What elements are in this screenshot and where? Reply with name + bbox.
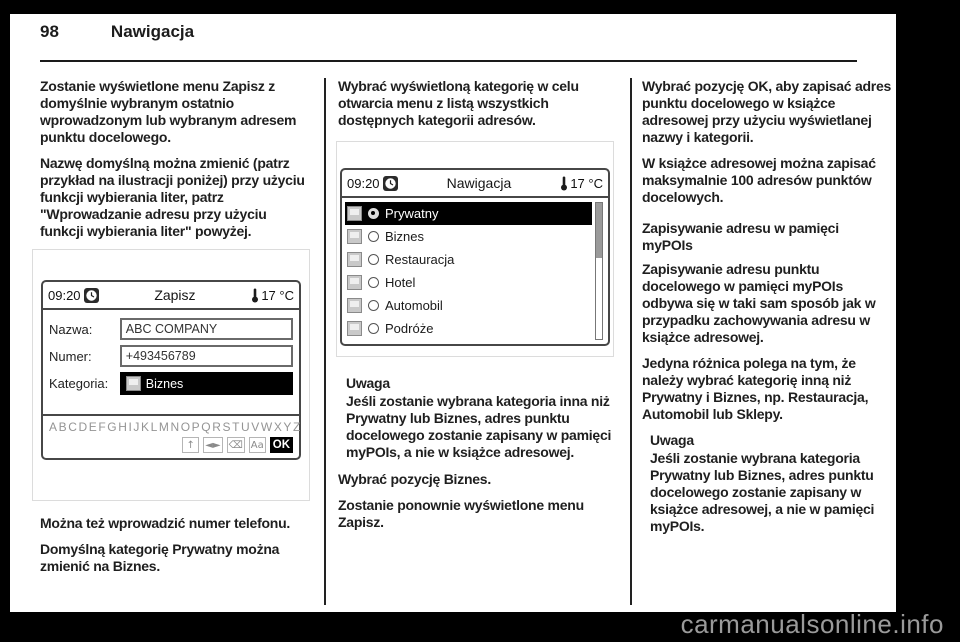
private-category-icon [347,206,362,221]
category-label: Automobil [385,298,443,313]
hotel-category-icon [347,275,362,290]
categories-screen-figure [336,141,614,357]
column-2 [338,78,612,540]
travel-category-icon [347,321,362,336]
note-block [346,375,612,461]
category-field-row [49,372,293,395]
thermometer-icon [251,288,259,303]
paragraph: Wybrać pozycję OK, aby zapisać adres punktu docelowego w książce adresowej przy użyciu wyświetlanej nazwy i kategorii. [642,78,892,145]
column-1 [40,78,308,584]
paragraph: Jedyna różnica polega na tym, że należy wybrać kategorię inną niż Prywatny i Biznes, np. Restauracja, Automobil lub Sklepy. [642,355,869,422]
time-value: 09:20 [48,287,81,303]
category-field-label: Kategoria: [49,376,109,391]
note-title: Uwaga [346,375,390,391]
temperature-group [560,176,603,191]
business-category-icon [126,376,141,391]
save-screen-header [43,282,299,310]
name-field-row [49,318,293,340]
paragraph: Wybrać pozycję Biznes. [338,471,491,487]
radio-selected-icon [368,208,379,219]
radio-icon [368,300,379,311]
paragraph: Nazwę domyślną można zmienić (patrz przykład na ilustracji poniżej) przy użyciu funkcji wybierania liter, patrz "Wprowadzanie adresu przy użyciu funkcji wybierania liter" powyżej. [40,155,305,239]
save-form [43,310,299,414]
thermometer-icon [560,176,568,191]
letter-row[interactable]: ABCDEFGHIJKLMNOPQRSTUVWXYZ [49,420,302,434]
name-input[interactable]: ABC COMPANY [120,318,293,340]
clock-icon [84,288,99,303]
category-select[interactable] [120,372,293,395]
note-title: Uwaga [650,432,694,448]
paragraph: W książce adresowej można zapisać maksymalnie 100 adresów punktów docelowych. [642,155,876,205]
categories-screen [340,168,610,346]
number-field-label: Numer: [49,348,92,364]
time-value: 09:20 [347,175,380,191]
up-arrow-key-icon[interactable]: ↑ [182,437,199,453]
category-row-hotel[interactable] [345,271,592,294]
categories-screen-header [342,170,608,198]
category-row-business[interactable] [345,225,592,248]
left-right-arrows-key-icon[interactable]: ◄► [203,437,222,453]
paragraph: Zapisywanie adresu punktu docelowego w pamięci myPOIs odbywa się w taki sam sposób jak w przypadku zachowywania adresu w książce adresowej. [642,261,876,345]
letter-keyboard [43,414,302,458]
category-row-restaurant[interactable] [345,248,592,271]
watermark: carmanualsonline.info [680,609,944,639]
screen-title: Nawigacja [446,175,512,191]
scrollbar-thumb[interactable] [596,203,602,258]
temperature-value: 17 °C [570,175,603,191]
category-row-private[interactable] [345,202,592,225]
temperature-group [251,288,294,303]
automobile-category-icon [347,298,362,313]
case-toggle-key[interactable]: Aa [249,437,266,453]
backspace-key-icon[interactable]: ⌫ [227,437,245,453]
category-label: Biznes [385,229,425,244]
column-3 [642,78,892,545]
category-value: Biznes [145,376,184,391]
page-header [40,22,194,42]
restaurant-category-icon [347,252,362,267]
radio-icon [368,254,379,265]
category-label: Restauracja [385,252,455,267]
scrollbar[interactable] [595,202,603,340]
manual-page [10,14,896,612]
paragraph: Można też wprowadzić numer telefonu. [40,515,291,531]
paragraph: Wybrać wyświetloną kategorię w celu otwarcia menu z listą wszystkich dostępnych kategorii adresów. [338,78,579,128]
category-list [342,198,608,344]
paragraph: Zostanie ponownie wyświetlone menu Zapisz. [338,497,584,530]
header-rule [40,60,857,62]
clock-icon [383,176,398,191]
paragraph: Domyślną kategorię Prywatny można zmienić na Biznes. [40,541,280,574]
category-label: Prywatny [385,206,439,221]
save-screen-figure [32,249,310,501]
name-field-label: Nazwa: [49,321,93,337]
section-heading: Zapisywanie adresu w pamięci myPOIs [642,220,839,253]
note-block [650,432,892,535]
category-row-travel[interactable] [345,317,592,340]
radio-icon [368,231,379,242]
category-row-automobile[interactable] [345,294,592,317]
radio-icon [368,323,379,334]
business-category-icon [347,229,362,244]
number-field-row [49,345,293,367]
category-label: Podróże [385,321,434,336]
time-group [347,176,398,191]
column-separator-2 [630,78,632,605]
note-body: Jeśli zostanie wybrana kategoria Prywatny lub Biznes, adres punktu docelowego zostanie zapisany w książce adresowej, a nie w pamięci myPOIs. [650,450,875,534]
radio-icon [368,277,379,288]
column-separator-1 [324,78,326,605]
screen-title: Zapisz [154,287,196,303]
keyboard-controls [49,437,293,453]
paragraph: Zostanie wyświetlone menu Zapisz z domyślnie wybranym ostatnio wprowadzonym lub wybranym adresem punktu docelowego. [40,78,297,145]
save-screen [41,280,301,460]
number-input[interactable]: +493456789 [120,345,293,367]
time-group [48,288,99,303]
page-number: 98 [40,22,59,41]
ok-button[interactable]: OK [270,437,293,453]
category-label: Hotel [385,275,416,290]
chapter-title: Nawigacja [110,22,195,41]
temperature-value: 17 °C [261,287,294,303]
note-body: Jeśli zostanie wybrana kategoria inna niż Prywatny lub Biznes, adres punktu docelowego zostanie zapisany w pamięci myPOIs, a nie w książce adresowej. [346,393,612,460]
